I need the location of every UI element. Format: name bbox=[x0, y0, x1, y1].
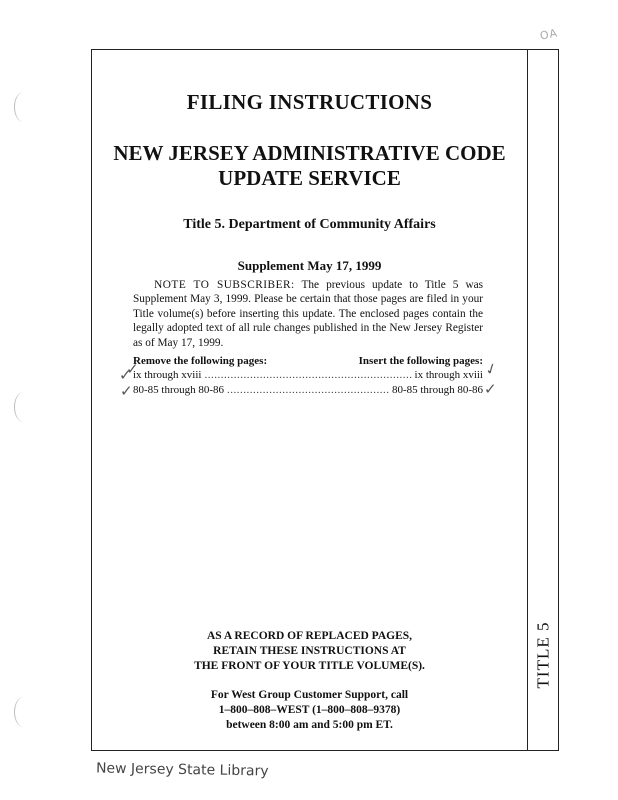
handwritten-check-icon: ✓ bbox=[482, 358, 501, 380]
library-stamp: New Jersey State Library bbox=[95, 760, 269, 780]
handwritten-check-icon: ✓ bbox=[484, 380, 497, 398]
binder-hole-mark bbox=[14, 392, 33, 422]
handwritten-check-icon: ✓ bbox=[119, 366, 132, 384]
support-line: For West Group Customer Support, call bbox=[210, 689, 409, 701]
spine-label bbox=[527, 600, 559, 710]
handwritten-check-icon: ✓ bbox=[120, 382, 133, 400]
subscriber-note bbox=[133, 278, 483, 350]
retain-instruction-line: AS A RECORD OF REPLACED PAGES, bbox=[206, 630, 413, 642]
page-title: FILING INSTRUCTIONS bbox=[186, 90, 433, 114]
retain-instruction-line: THE FRONT OF YOUR TITLE VOLUME(S). bbox=[194, 660, 425, 672]
department-heading: Title 5. Department of Community Affairs bbox=[183, 217, 436, 232]
binder-hole-mark bbox=[14, 697, 33, 727]
support-phone-line: 1–800–808–WEST (1–800–808–9378) bbox=[218, 704, 401, 716]
retain-instruction-line: RETAIN THESE INSTRUCTIONS AT bbox=[213, 645, 406, 657]
pages-row bbox=[133, 369, 483, 381]
handwritten-check-icon: ✓ bbox=[126, 360, 139, 378]
corner-handwritten-stamp: OA bbox=[538, 26, 560, 43]
support-hours-line: between 8:00 am and 5:00 pm ET. bbox=[226, 719, 393, 731]
spine-title-text: TITLE 5 bbox=[533, 621, 553, 689]
pages-row bbox=[133, 384, 483, 396]
dot-leader bbox=[204, 369, 411, 381]
remove-pages-cell: ix through xviii bbox=[133, 369, 202, 381]
binder-hole-mark bbox=[14, 92, 33, 122]
supplement-date: Supplement May 17, 1999 bbox=[237, 258, 382, 273]
insert-pages-header: Insert the following pages: bbox=[358, 355, 483, 367]
insert-pages-cell: ix through xviii bbox=[414, 369, 483, 381]
dot-leader bbox=[227, 384, 389, 396]
remove-pages-header: Remove the following pages: bbox=[133, 355, 268, 367]
note-text: The previous update to Title 5 was Supplement May 3, 1999. Please be certain that those pages are filed in your Title volume(s) before inserting this update. The enclosed pages contain the legally adopted text of all rule changes published in the New Jersey Register as of May 17, 1999. bbox=[133, 279, 484, 349]
note-label: NOTE TO SUBSCRIBER: bbox=[154, 279, 295, 291]
code-title-line-1: NEW JERSEY ADMINISTRATIVE CODE bbox=[113, 141, 506, 165]
remove-pages-cell: 80-85 through 80-86 bbox=[133, 384, 225, 396]
code-title-line-2: UPDATE SERVICE bbox=[218, 166, 401, 190]
insert-pages-cell: 80-85 through 80-86 bbox=[391, 384, 483, 396]
